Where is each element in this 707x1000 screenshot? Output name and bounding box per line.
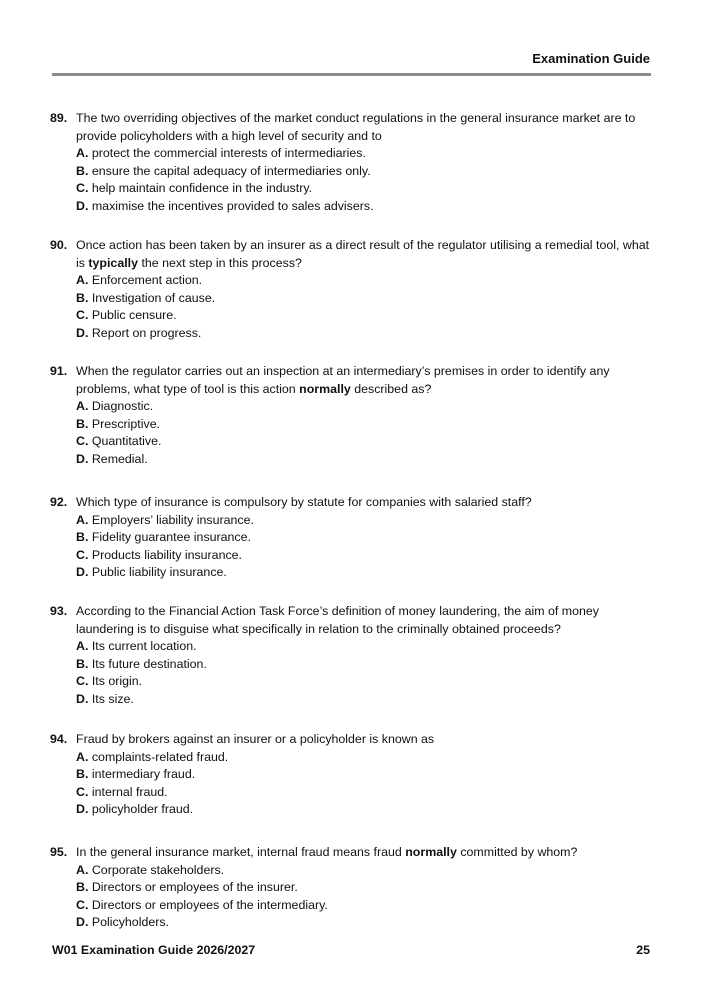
option-c: C. Its origin. xyxy=(76,674,143,688)
option-c: C. help maintain confidence in the industry. xyxy=(76,181,313,195)
question-number: 89. xyxy=(50,111,68,125)
question-stem: Which type of insurance is compulsory by statute for companies with salaried staff? xyxy=(76,495,532,509)
header-title: Examination Guide xyxy=(532,51,650,66)
question-91 xyxy=(50,363,660,468)
option-b: B. Investigation of cause. xyxy=(76,290,216,305)
footer-document-title: W01 Examination Guide 2026/2027 xyxy=(52,943,256,957)
option-a: A. Diagnostic. xyxy=(76,399,154,413)
option-b: B. ensure the capital adequacy of intermediaries only. xyxy=(76,163,371,178)
footer-page-number: 25 xyxy=(636,943,650,957)
option-c: C. Public censure. xyxy=(76,308,177,322)
question-stem: The two overriding objectives of the market conduct regulations in the general insurance market are to provide policyholders with a high level of security and to xyxy=(76,111,636,143)
option-a: A. Enforcement action. xyxy=(76,273,203,287)
option-d: D. policyholder fraud. xyxy=(76,802,194,816)
question-92 xyxy=(50,494,660,582)
option-d: D. Policyholders. xyxy=(76,915,169,929)
option-b: B. Its future destination. xyxy=(76,656,207,671)
option-b: B. Prescriptive. xyxy=(76,416,161,431)
question-94 xyxy=(50,731,660,819)
option-c: C. Directors or employees of the intermediary. xyxy=(76,897,328,912)
option-c: C. internal fraud. xyxy=(76,784,168,799)
question-stem: According to the Financial Action Task Force’s definition of money laundering, the aim of money laundering is to disguise what specifically in relation to the criminally obtained proceeds? xyxy=(76,604,599,636)
question-95 xyxy=(50,844,660,932)
question-number: 93. xyxy=(50,604,68,618)
option-a: A. complaints-related fraud. xyxy=(76,749,229,764)
option-d: D. Report on progress. xyxy=(76,325,202,340)
question-number: 90. xyxy=(50,238,68,252)
question-93 xyxy=(50,603,660,708)
question-number: 92. xyxy=(50,495,68,509)
option-b: B. Directors or employees of the insurer. xyxy=(76,880,298,894)
option-d: D. maximise the incentives provided to sales advisers. xyxy=(76,198,374,213)
option-a: A. protect the commercial interests of intermediaries. xyxy=(76,146,366,160)
option-a: A. Corporate stakeholders. xyxy=(76,862,225,877)
question-number: 91. xyxy=(50,364,68,378)
question-stem: In the general insurance market, internal fraud means fraud normally committed by whom? xyxy=(76,845,578,859)
option-a: A. Employers’ liability insurance. xyxy=(76,512,254,527)
question-number: 95. xyxy=(50,845,68,859)
question-stem: When the regulator carries out an inspection at an intermediary’s premises in order to identify any problems, what type of tool is this action normally described as? xyxy=(76,364,610,396)
question-90 xyxy=(50,237,660,342)
option-b: B. intermediary fraud. xyxy=(76,767,196,781)
option-a: A. Its current location. xyxy=(76,639,197,653)
option-c: C. Quantitative. xyxy=(76,434,162,448)
option-d: D. Remedial. xyxy=(76,451,148,466)
question-stem: Fraud by brokers against an insurer or a policyholder is known as xyxy=(76,732,435,746)
question-number: 94. xyxy=(50,732,68,746)
option-c: C. Products liability insurance. xyxy=(76,547,242,562)
header-divider xyxy=(52,73,651,76)
question-stem: Once action has been taken by an insurer as a direct result of the regulator utilising a remedial tool, what is typically the next step in this process? xyxy=(76,238,650,270)
option-b: B. Fidelity guarantee insurance. xyxy=(76,530,251,544)
question-89 xyxy=(50,110,660,215)
option-d: D. Public liability insurance. xyxy=(76,565,227,579)
option-d: D. Its size. xyxy=(76,691,134,706)
